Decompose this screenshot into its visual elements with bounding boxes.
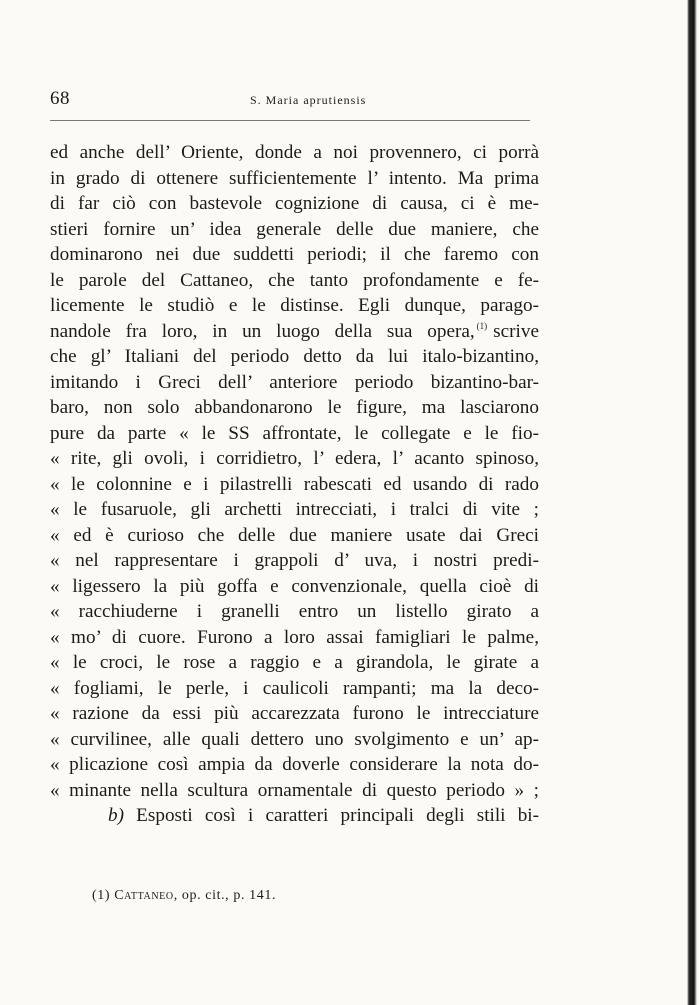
text-line: « fogliami, le perle, i caulicoli rampanti; ma la deco- [50,677,539,699]
text-line-paragraph-start [50,803,539,829]
line-text: Esposti così i caratteri principali degli stili bi- [136,805,540,826]
footnote [92,888,276,904]
text-line: ed anche dell’ Oriente, donde a noi provennero, ci porrà [50,142,539,163]
text-line: dominarono nei due suddetti periodi; il che faremo con [50,244,539,265]
page-number: 68 [50,88,70,109]
text-line: « minante nella scultura ornamentale di questo periodo » ; [50,779,539,801]
text-line: che gl’ Italiani del periodo detto da lui italo-bizantino, [50,346,539,367]
text-line-with-footnote [50,319,539,345]
text-line: di far ciò con bastevole cognizione di causa, ci è me- [50,193,539,214]
text-line: baro, non solo abbandonarono le figure, ma lasciarono [50,397,539,418]
running-title: S. Maria aprutiensis [250,93,367,107]
text-line: « razione da essi più accarezzata furono le intrecciature [50,703,539,724]
header-rule [50,120,530,121]
text-line: licemente le studiò e le distinse. Egli dunque, parago- [50,295,539,316]
text-line: « racchiuderne i granelli entro un listello girato a [50,601,539,622]
text-line: le parole del Cattaneo, che tanto profondamente e fe- [50,269,539,291]
page-header [50,88,530,112]
text-line: in grado di ottenere sufficientemente l’ intento. Ma prima [50,167,539,189]
text-line: « rite, gli ovoli, i corridietro, l’ edera, l’ acanto spinoso, [50,448,539,469]
text-line: « plicazione così ampia da doverle considerare la nota do- [50,754,539,775]
text-line: « nel rappresentare i grappoli d’ uva, i nostri predi- [50,550,539,571]
footnote-marker: (1) [92,888,111,903]
footnote-author: Cattaneo [114,888,174,903]
line-text-tail: scrive [493,320,539,342]
footnote-reference: (1) [476,321,488,332]
page-edge-shadow [682,0,700,1005]
text-line: « mo’ di cuore. Furono a loro assai famigliari le palme, [50,626,539,648]
text-line: « le croci, le rose a raggio e a girandola, le girate a [50,652,539,673]
text-line: « le fusaruole, gli archetti intrecciati, i tralci di vite ; [50,499,539,520]
text-line: pure da parte « le SS affrontate, le collegate e le fio- [50,422,539,444]
text-line: stieri fornire un’ idea generale delle due maniere, che [50,218,539,240]
body-text [50,140,539,829]
text-line: « ligessero la più goffa e convenzionale, quella cioè di [50,575,539,597]
text-line: « curvilinee, alle quali dettero uno svolgimento e un’ ap- [50,728,539,750]
footnote-citation: , op. cit., p. 141. [173,888,277,903]
text-line: « ed è curioso che delle due maniere usate dai Greci [50,524,539,546]
text-line: imitando i Greci dell’ anteriore periodo bizantino-bar- [50,371,539,393]
line-text: nandole fra loro, in un luogo della sua opera, [50,320,475,342]
text-line: « le colonnine e i pilastrelli rabescati ed usando di rado [50,473,539,495]
paragraph-label: b) [108,805,124,826]
